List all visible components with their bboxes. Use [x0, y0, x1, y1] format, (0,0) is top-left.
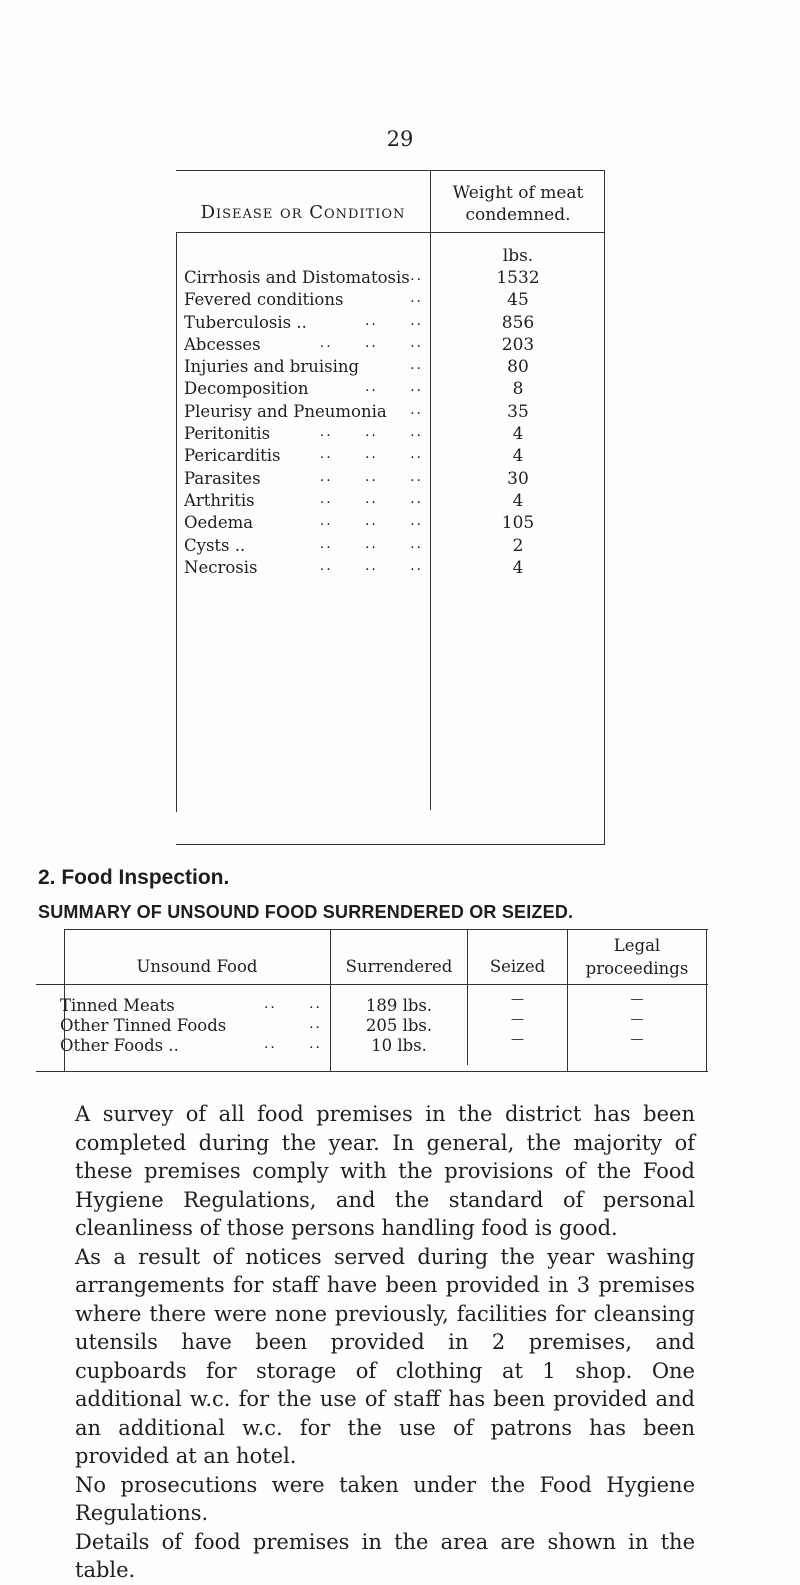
table-rule [176, 170, 605, 171]
food-name: Tinned Meats [60, 996, 175, 1015]
legal-value: — [630, 1012, 644, 1027]
seized-value: — [511, 1032, 524, 1047]
leader-dots: .. .. [364, 312, 423, 329]
condemned-weight: 35 [507, 401, 529, 422]
condition-name: Parasites [184, 468, 261, 488]
table-rule [176, 232, 605, 233]
leader-dots: .. .. .. [319, 334, 423, 351]
paragraph: Details of food premises in the area are shown in the table. [75, 1529, 695, 1582]
condition-name: Pericarditis [184, 446, 281, 466]
food-name: Other Foods .. [60, 1036, 179, 1055]
condition-name: Abcesses [184, 334, 261, 354]
condition-name: Necrosis [184, 557, 258, 577]
table-row [176, 290, 605, 312]
legal-value: — [630, 1032, 644, 1047]
body-text [75, 1100, 695, 1585]
column-header-disease: Disease or Condition [200, 202, 406, 223]
condition-name: Injuries and bruising [184, 357, 360, 377]
condemned-weight: 8 [512, 379, 524, 400]
condition-name: Cirrhosis and Distomatosis [184, 268, 410, 287]
table-row [176, 446, 605, 468]
table-row [176, 402, 605, 424]
page-number: 29 [386, 127, 414, 151]
section-subheading: SUMMARY OF UNSOUND FOOD SURRENDERED OR SEIZED. [38, 902, 574, 922]
condition-name: Arthritis [184, 490, 255, 510]
table-rule [36, 1071, 708, 1072]
condemned-weight: 45 [507, 290, 529, 311]
condemned-weight: 2 [512, 535, 524, 556]
leader-dots: .. [410, 268, 423, 284]
column-header-food: Unsound Food [136, 957, 258, 976]
food-name: Other Tinned Foods [60, 1016, 227, 1035]
weight-units: lbs. [502, 246, 534, 266]
seized-value: — [511, 992, 524, 1007]
surrendered-amount: 10 lbs. [371, 1036, 427, 1055]
table-row [176, 313, 605, 335]
condition-name: Pleurisy and Pneumonia [184, 401, 387, 421]
leader-dots: .. .. .. [319, 513, 423, 530]
condemned-weight: 1532 [496, 268, 540, 288]
table-row [176, 357, 605, 379]
condemned-weight: 30 [507, 468, 529, 489]
condition-name: Peritonitis [184, 424, 271, 444]
leader-dots: .. .. .. [319, 446, 423, 463]
table-row [176, 424, 605, 446]
condemned-weight: 105 [501, 513, 535, 534]
leader-dots: .. .. .. [319, 424, 423, 441]
section-heading: 2. Food Inspection. [38, 866, 230, 889]
table-rule [64, 929, 708, 930]
table-row [176, 558, 605, 580]
table-rule [36, 984, 708, 985]
condition-name: Fevered conditions [184, 290, 344, 310]
column-header-weight: Weight of meat condemned. [452, 183, 584, 225]
column-header-seized: Seized [489, 957, 546, 976]
leader-dots: .. .. .. [319, 490, 423, 507]
condemned-weight: 4 [512, 446, 524, 467]
condemned-weight: 4 [512, 557, 524, 578]
leader-dots: .. [309, 1016, 322, 1032]
condemned-weight: 856 [501, 312, 535, 333]
condition-name: Tuberculosis .. [184, 312, 307, 332]
column-header-surrendered: Surrendered [345, 957, 453, 976]
legal-value: — [630, 992, 644, 1007]
table-rule [176, 844, 605, 845]
leader-dots: .. [410, 290, 423, 307]
condemned-weight: 4 [512, 490, 524, 511]
leader-dots: .. .. .. [319, 535, 423, 552]
leader-dots: .. .. .. [319, 557, 423, 574]
surrendered-amount: 189 lbs. [365, 996, 433, 1015]
table-body [176, 268, 605, 580]
seized-value: — [511, 1012, 524, 1027]
condemned-weight: 203 [501, 334, 535, 355]
table-rule [706, 929, 707, 1072]
condemned-weight: 80 [507, 357, 529, 378]
table-row [176, 268, 605, 290]
paragraph: A survey of all food premises in the district has been completed during the year. In general, the majority of these premises comply with the provisions of the Food Hygiene Regulations, and the standard of personal cleanliness of those persons handling food is good. [75, 1102, 695, 1240]
leader-dots: .. [410, 357, 423, 374]
condition-name: Decomposition [184, 379, 309, 399]
table-row [176, 536, 605, 558]
condition-name: Oedema [184, 513, 254, 533]
meat-condemned-table [176, 170, 605, 845]
paragraph: No prosecutions were taken under the Food Hygiene Regulations. [75, 1472, 695, 1525]
table-row [176, 379, 605, 401]
table-row [176, 335, 605, 357]
column-header-legal: Legal proceedings [585, 936, 689, 978]
table-row [176, 491, 605, 513]
surrendered-amount: 205 lbs. [365, 1016, 433, 1035]
paragraph: As a result of notices served during the year washing arrangements for staff have been provided in 3 premises where there were none previously, facilities for cleansing utensils have been provided in 2 premises, and cupboards for storage of clothing at 1 shop. One additional w.c. for the use of staff has been provided and an additional w.c. for the use of patrons has been provided at an hotel. [75, 1244, 695, 1468]
table-row [176, 469, 605, 491]
condition-name: Cysts .. [184, 535, 246, 555]
leader-dots: .. .. [364, 379, 423, 396]
leader-dots: .. [410, 401, 423, 418]
condemned-weight: 4 [512, 424, 524, 445]
table-row [176, 513, 605, 535]
leader-dots: .. .. [263, 1036, 322, 1052]
leader-dots: .. .. [263, 996, 322, 1012]
leader-dots: .. .. .. [319, 468, 423, 485]
